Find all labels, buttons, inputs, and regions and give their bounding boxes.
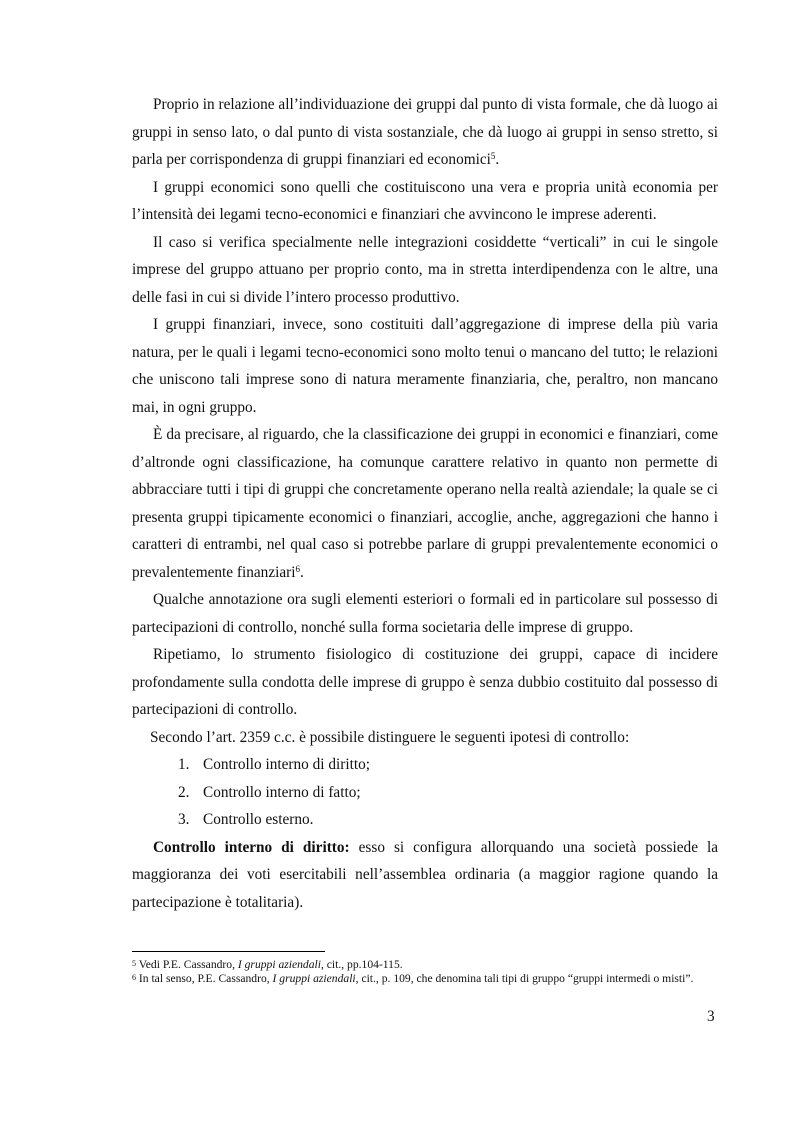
footnote-title: I gruppi aziendali,	[272, 972, 359, 985]
list-item-text: Controllo esterno.	[203, 811, 314, 828]
footnote-title: I gruppi aziendali,	[237, 958, 324, 971]
paragraph-text: esso si configura allorquando una società possiede la maggioranza dei voti esercitabili nell’assemblea ordinaria (a maggior ragione quando la partecipazione è totalitaria).	[132, 838, 719, 911]
footnote	[132, 972, 718, 986]
paragraph: Il caso si verifica specialmente nelle integrazioni cosiddette “verticali” in cui le singole imprese del gruppo attuano per proprio conto, ma in stretta interdipendenza con le altre, una delle fasi in cui si divide l’intero processo produttivo.	[132, 233, 718, 306]
footnote-ref[interactable]: 5	[490, 151, 496, 161]
list-item	[132, 751, 718, 779]
list-number: 3.	[178, 811, 190, 828]
paragraph	[132, 834, 718, 917]
paragraph-heading: Controllo interno di diritto:	[153, 838, 350, 856]
paragraph	[132, 421, 718, 586]
paragraph: Ripetiamo, lo strumento fisiologico di costituzione dei gruppi, capace di incidere profondamente sulla condotta delle imprese di gruppo è senza dubbio costituito dal possesso di partecipazioni di controllo.	[132, 646, 718, 718]
footnote-separator	[132, 951, 325, 952]
footnote-number: 5	[132, 959, 136, 968]
footnote-ref[interactable]: 6	[295, 563, 301, 574]
footnote	[132, 958, 718, 972]
paragraph: Qualche annotazione ora sugli elementi esteriori o formali ed in particolare sul possesso di partecipazioni di controllo, nonché sulla forma societaria delle imprese di gruppo.	[132, 591, 718, 636]
paragraph: I gruppi finanziari, invece, sono costituiti dall’aggregazione di imprese della più varia natura, per le quali i legami tecno-economici sono molto tenui o mancano del tutto; le relazioni che uniscono tali imprese sono di natura meramente finanziaria, che, peraltro, non mancano mai, in ogni gruppo.	[132, 316, 718, 416]
paragraph: I gruppi economici sono quelli che costituiscono una vera e propria unità economia per l’intensità dei legami tecno-economici e finanziari che avvincono le imprese aderenti.	[132, 178, 718, 223]
footnote-text: cit., pp.104-115.	[323, 958, 403, 971]
list-item-text: Controllo interno di diritto;	[203, 756, 370, 773]
paragraph	[132, 91, 718, 174]
paragraph-text: Proprio in relazione all’individuazione dei gruppi dal punto di vista formale, che dà luogo ai gruppi in senso lato, o dal punto di vista sostanziale, che dà luogo ai gruppi in senso stretto, si parla per corrispondenza di gruppi finanziari ed economici	[132, 96, 718, 168]
list-item-text: Controllo interno di fatto;	[203, 783, 361, 801]
page-number: 3	[707, 1008, 715, 1025]
footnote-text: cit., p. 109, che denomina tali tipi di gruppo “gruppi intermedi o misti”.	[358, 972, 694, 985]
paragraph-text: È da precisare, al riguardo, che la classificazione dei gruppi in economici e finanziari, come d’altronde ogni classificazione, ha comunque carattere relativo in quanto non permette di abbracciare tutti i tipi di gruppi che concretamente operano nella realtà aziendale; la quale se ci presenta gruppi tipicamente economici o finanziari, accoglie, anche, aggregazioni che hanno i caratteri di entrambi, nel qual caso si potrebbe parlare di gruppi prevalentemente economici o prevalentemente finanziari	[132, 426, 718, 581]
list-item	[132, 806, 718, 834]
list-number: 2.	[178, 783, 190, 801]
footnotes	[132, 958, 718, 986]
body-text	[132, 91, 718, 916]
list-number: 1.	[178, 756, 190, 773]
list-item	[132, 779, 718, 807]
control-types-list	[132, 751, 718, 834]
paragraph: Secondo l’art. 2359 c.c. è possibile distinguere le seguenti ipotesi di controllo:	[150, 728, 630, 746]
footnote-text: Vedi P.E. Cassandro,	[136, 958, 238, 971]
paragraph-tail: .	[300, 563, 304, 581]
footnote-number: 6	[132, 973, 136, 982]
paragraph-tail: .	[495, 151, 500, 168]
footnote-text: In tal senso, P.E. Cassandro,	[136, 972, 273, 985]
